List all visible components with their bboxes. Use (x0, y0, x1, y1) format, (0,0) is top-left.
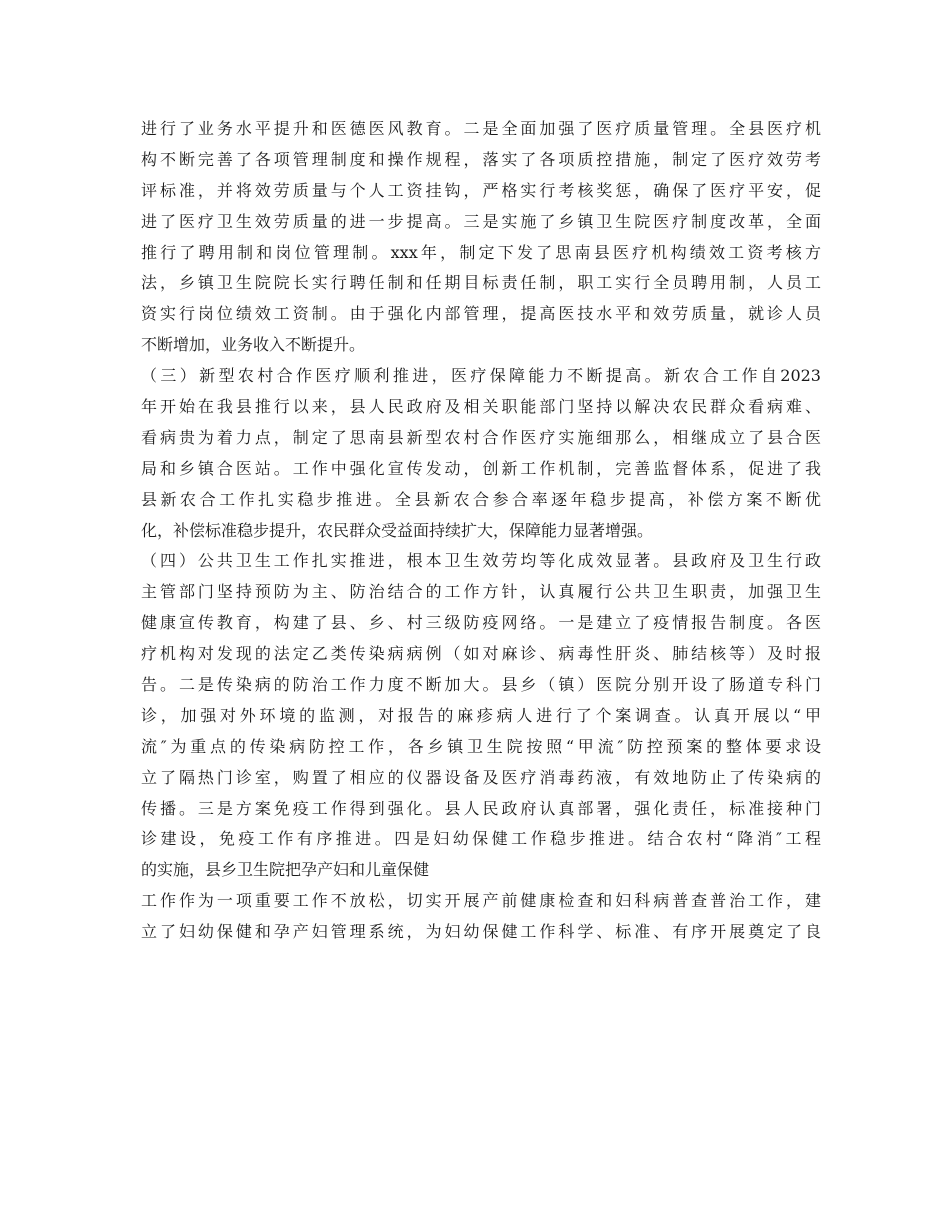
text-line: 县新农合工作扎实稳步推进。全县新农合参合率逐年稳步提高，补偿方案不断优 (141, 489, 821, 509)
text-line: 评标准，并将效劳质量与个人工资挂钩，严格实行考核奖惩，确保了医疗平安，促 (141, 180, 821, 200)
text-line: 构不断完善了各项管理制度和操作规程，落实了各项质控措施，制定了医疗效劳考 (141, 149, 821, 169)
text-line: 传播。三是方案免疫工作得到强化。县人民政府认真部署，强化责任，标准接种门 (141, 798, 821, 818)
text-line: 诊建设，免疫工作有序推进。四是妇幼保健工作稳步推进。结合农村“降消″工程 (141, 829, 821, 849)
text-line: 进了医疗卫生效劳质量的进一步提高。三是实施了乡镇卫生院医疗制度改革，全面 (141, 211, 821, 231)
text-line: 健康宣传教育，构建了县、乡、村三级防疫网络。一是建立了疫情报告制度。各医 (141, 613, 821, 633)
text-line: 立了隔热门诊室，购置了相应的仪器设备及医疗消毒药液，有效地防止了传染病的 (141, 767, 821, 787)
text-line: 推行了聘用制和岗位管理制。xxx年，制定下发了思南县医疗机构绩效工资考核方 (141, 242, 821, 262)
text-line: 的实施，县乡卫生院把孕产妇和儿童保健 (141, 860, 430, 880)
text-line: 化，补偿标准稳步提升，农民群众受益面持续扩大，保障能力显著增强。 (141, 520, 654, 540)
text-line: 进行了业务水平提升和医德医风教育。二是全面加强了医疗质量管理。全县医疗机 (141, 119, 821, 138)
text-line: 立了妇幼保健和孕产妇管理系统，为妇幼保健工作科学、标准、有序开展奠定了良 (141, 922, 821, 942)
text-line: 法，乡镇卫生院院长实行聘任制和任期目标责任制，职工实行全员聘用制，人员工 (141, 273, 821, 293)
text-line: 不断增加，业务收入不断提升。 (141, 335, 366, 355)
body-text (141, 114, 821, 948)
text-line: 年开始在我县推行以来，县人民政府及相关职能部门坚持以解决农民群众看病难、 (141, 397, 821, 417)
text-line: 疗机构对发现的法定乙类传染病病例（如对麻诊、病毒性肝炎、肺结核等）及时报 (141, 644, 821, 664)
text-line: 资实行岗位绩效工资制。由于强化内部管理，提高医技水平和效劳质量，就诊人员 (141, 304, 821, 324)
text-line: 局和乡镇合医站。工作中强化宣传发动，创新工作机制，完善监督体系，促进了我 (141, 458, 821, 478)
text-line: 告。二是传染病的防治工作力度不断加大。县乡（镇）医院分别开设了肠道专科门 (141, 675, 821, 695)
text-line: 主管部门坚持预防为主、防治结合的工作方针，认真履行公共卫生职责，加强卫生 (141, 582, 821, 602)
text-line: 工作作为一项重要工作不放松，切实开展产前健康检查和妇科病普查普治工作，建 (141, 891, 821, 911)
text-line: 看病贵为着力点，制定了思南县新型农村合作医疗实施细那么，相继成立了县合医 (141, 427, 821, 447)
text-line: 诊，加强对外环境的监测，对报告的麻疹病人进行了个案调查。认真开展以“甲 (141, 705, 821, 725)
text-line: 流″为重点的传染病防控工作，各乡镇卫生院按照“甲流″防控预案的整体要求设 (141, 736, 821, 756)
text-line: （四）公共卫生工作扎实推进，根本卫生效劳均等化成效显著。县政府及卫生行政 (141, 551, 821, 571)
text-line: （三）新型农村合作医疗顺利推进，医疗保障能力不断提高。新农合工作自2023 (141, 366, 821, 386)
